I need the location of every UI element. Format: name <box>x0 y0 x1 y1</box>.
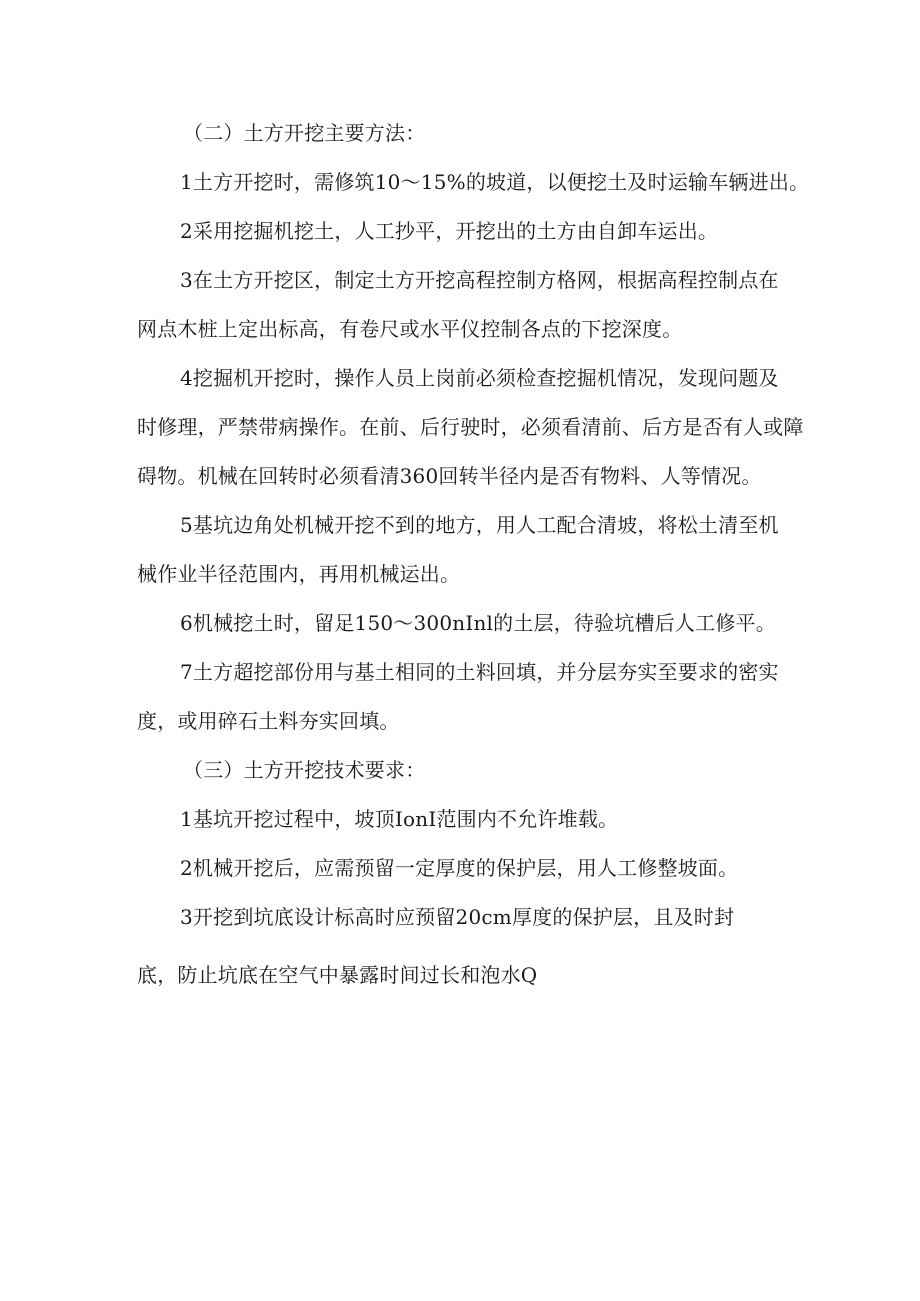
paragraph-line: 1土方开挖时，需修筑10～15%的坡道，以便挖土及时运输车辆进出。 <box>180 170 810 194</box>
paragraph-line: 时修理，严禁带病操作。在前、后行驶时，必须看清前、后方是否有人或障 <box>137 415 804 439</box>
section-heading-2: （二）土方开挖主要方法： <box>183 121 426 145</box>
paragraph-line: 2采用挖掘机挖土，人工抄平，开挖出的土方由自卸车运出。 <box>180 219 719 243</box>
paragraph-line: 碍物。机械在回转时必须看清360回转半径内是否有物料、人等情况。 <box>137 464 762 488</box>
paragraph-line: 7土方超挖部份用与基土相同的土料回填，并分层夯实至要求的密实 <box>180 660 779 684</box>
paragraph-line: 械作业半径范围内，再用机械运出。 <box>137 562 461 586</box>
paragraph-line: 4挖掘机开挖时，操作人员上岗前必须检查挖掘机情况，发现问题及 <box>180 366 779 390</box>
paragraph-line: 网点木桩上定出标高，有卷尺或水平仪控制各点的下挖深度。 <box>137 317 683 341</box>
section-heading-3: （三）土方开挖技术要求： <box>183 758 426 782</box>
paragraph-line: 3在土方开挖区，制定土方开挖高程控制方格网，根据高程控制点在 <box>180 268 779 292</box>
paragraph-line: 2机械开挖后，应需预留一定厚度的保护层，用人工修整坡面。 <box>180 856 739 880</box>
paragraph-line: 3开挖到坑底设计标高时应预留20cm厚度的保护层，且及时封 <box>180 905 735 929</box>
paragraph-line: 1基坑开挖过程中，坡顶IonI范围内不允许堆载。 <box>180 807 619 831</box>
paragraph-line: 底，防止坑底在空气中暴露时间过长和泡水Q <box>137 963 538 987</box>
paragraph-line: 5基坑边角处机械开挖不到的地方，用人工配合清坡，将松土清至机 <box>180 513 779 537</box>
paragraph-line: 度，或用碎石土料夯实回填。 <box>137 709 400 733</box>
paragraph-line: 6机械挖土时，留足150～300nInl的土层，待验坑槽后人工修平。 <box>180 611 776 635</box>
